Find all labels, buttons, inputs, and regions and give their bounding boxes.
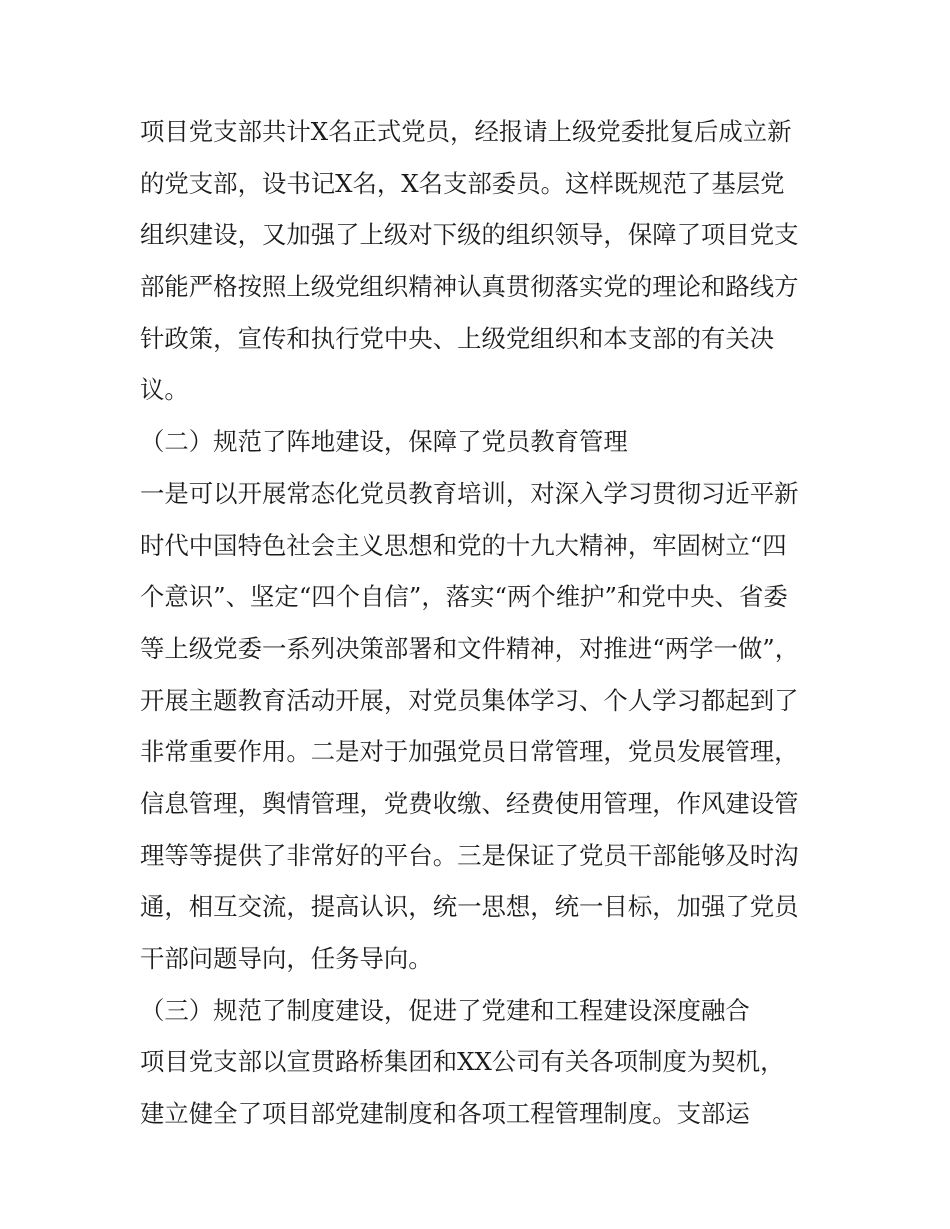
text-line: 部能严格按照上级党组织精神认真贯彻落实党的理论和路线方: [140, 272, 799, 302]
document-body: [140, 106, 820, 1140]
text-line: 非常重要作用。二是对于加强党员日常管理，党员发展管理，: [140, 737, 799, 767]
section-heading: （二）规范了阵地建设，保障了党员教育管理: [140, 427, 628, 457]
text-line: 理等等提供了非常好的平台。三是保证了党员干部能够及时沟: [140, 840, 799, 870]
text-line: 开展主题教育活动开展，对党员集体学习、个人学习都起到了: [140, 685, 799, 715]
text-line: 组织建设，又加强了上级对下级的组织领导，保障了项目党支: [140, 220, 799, 250]
text-line: 通，相互交流，提高认识，统一思想，统一目标，加强了党员: [140, 892, 799, 922]
text-line: 时代中国特色社会主义思想和党的十九大精神，牢固树立“四: [140, 530, 787, 560]
text-line: 针政策，宣传和执行党中央、上级党组织和本支部的有关决: [140, 323, 775, 353]
text-line: 个意识”、坚定“四个自信”，落实“两个维护”和党中央、省委: [140, 582, 788, 612]
text-line: 项目党支部以宣贯路桥集团和XX公司有关各项制度为契机，: [140, 1047, 785, 1077]
text-line: 一是可以开展常态化党员教育培训，对深入学习贯彻习近平新: [140, 478, 799, 508]
text-line: 信息管理，舆情管理，党费收缴、经费使用管理，作风建设管: [140, 788, 799, 818]
text-line: 等上级党委一系列决策部署和文件精神，对推进“两学一做”，: [140, 633, 800, 663]
section-heading: （三）规范了制度建设，促进了党建和工程建设深度融合: [140, 995, 750, 1025]
text-line: 项目党支部共计X名正式党员，经报请上级党委批复后成立新: [140, 117, 792, 146]
text-line: 干部问题导向，任务导向。: [140, 944, 433, 973]
text-line: 建立健全了项目部党建制度和各项工程管理制度。支部运: [140, 1099, 750, 1129]
text-line: 的党支部，设书记X名，X名支部委员。这样既规范了基层党: [140, 168, 785, 198]
text-line: 议。: [140, 375, 189, 405]
